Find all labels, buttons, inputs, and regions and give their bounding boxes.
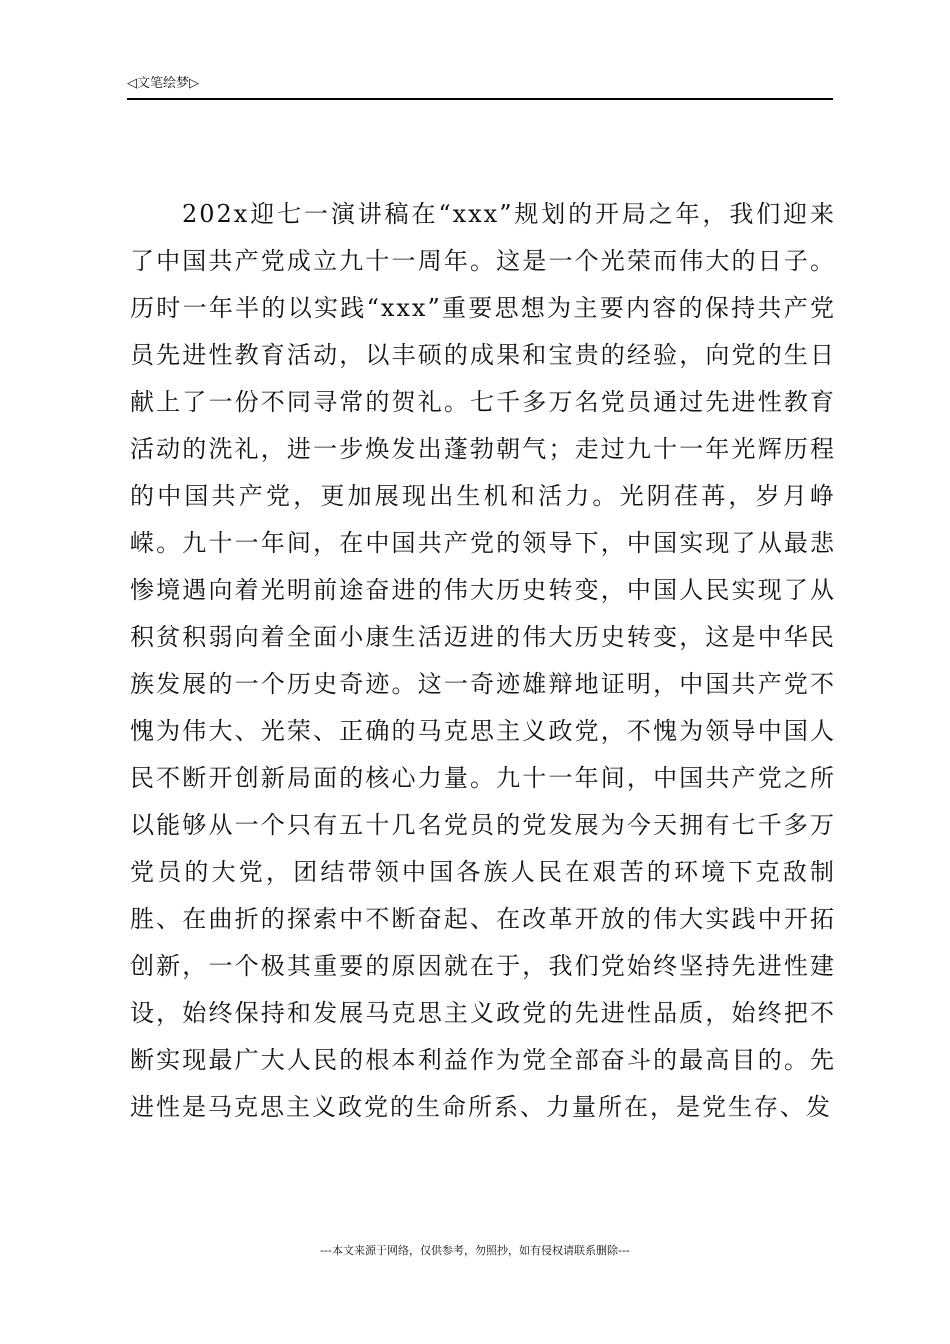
header-title: ◁文笔绘梦▷ [127, 76, 199, 91]
body-paragraph: 202x迎七一演讲稿在“xxx”规划的开局之年，我们迎来了中国共产党成立九十一周年。这是一个光荣而伟大的日子。历时一年半的以实践“xxx”重要思想为主要内容的保持共产党员先进性教育活动，以丰硕的成果和宝贵的经验，向党的生日献上了一份不同寻常的贺礼。七千多万名党员通过先进性教育活动的洗礼，进一步焕发出蓬勃朝气；走过九十一年光辉历程的中国共产党，更加展现出生机和活力。光阴荏苒，岁月峥嵘。九十一年间，在中国共产党的领导下，中国实现了从最悲惨境遇向着光明前途奋进的伟大历史转变，中国人民实现了从积贫积弱向着全面小康生活迈进的伟大历史转变，这是中华民族发展的一个历史奇迹。这一奇迹雄辩地证明，中国共产党不愧为伟大、光荣、正确的马克思主义政党，不愧为领导中国人民不断开创新局面的核心力量。九十一年间，中国共产党之所以能够从一个只有五十几名党员的党发展为今天拥有七千多万党员的大党，团结带领中国各族人民在艰苦的环境下克敌制胜、在曲折的探索中不断奋起、在改革开放的伟大实践中开拓创新，一个极其重要的原因就在于，我们党始终坚持先进性建设，始终保持和发展马克思主义政党的先进性品质，始终把不断实现最广大人民的根本利益作为党全部奋斗的最高目的。先进性是马克思主义政党的生命所系、力量所在，是党生存、发 [130, 200, 836, 1121]
footer-notice: ---本文来源于网络，仅供参考，勿照抄，如有侵权请联系删除--- [320, 1244, 630, 1257]
document-body [130, 191, 836, 1131]
page-header [127, 74, 833, 100]
